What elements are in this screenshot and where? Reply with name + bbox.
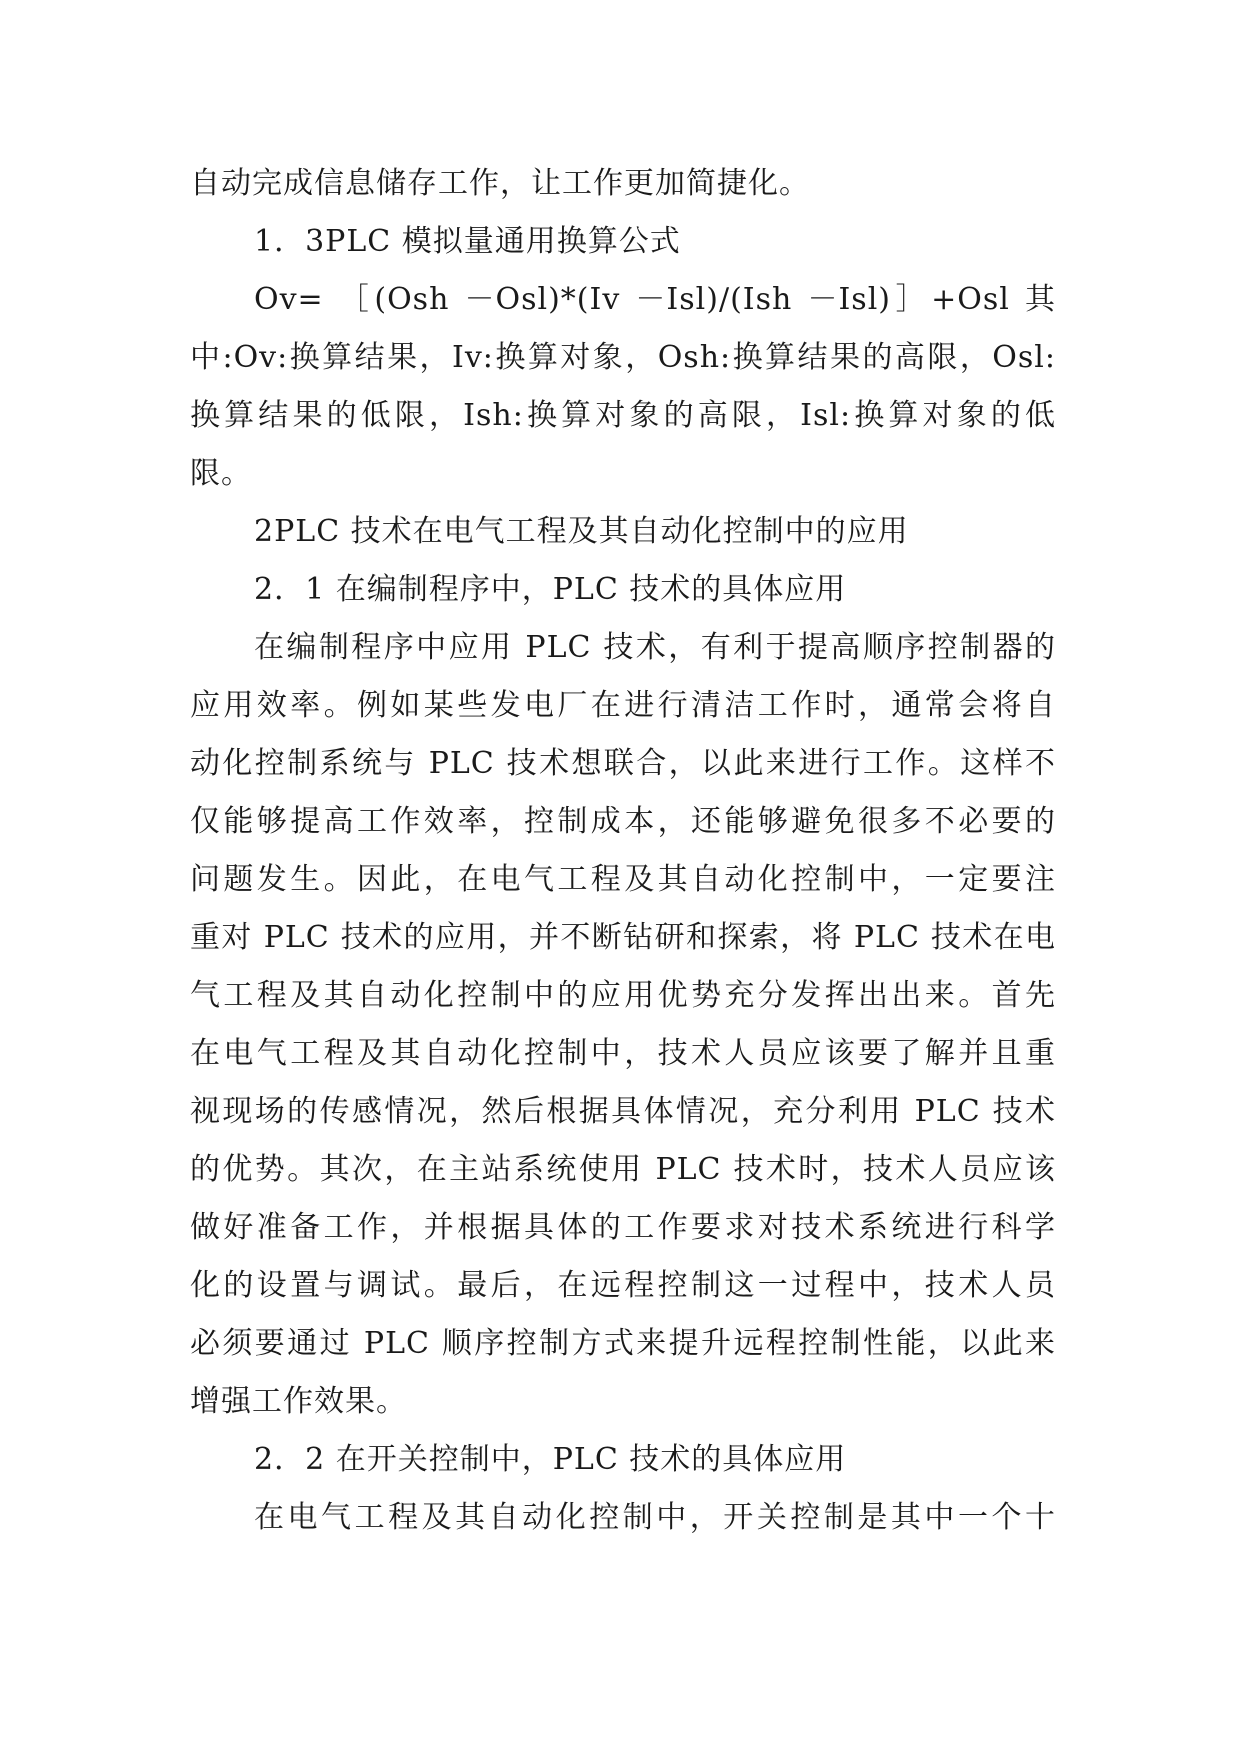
text-line: 换算结果的低限，Ish:换算对象的高限，Isl:换算对象的低 xyxy=(190,398,1056,433)
text-line: 仅能够提高工作效率，控制成本，还能够避免很多不必要的 xyxy=(190,804,1056,839)
text-line: 自动完成信息储存工作，让工作更加简捷化。 xyxy=(190,166,810,201)
text-line: 在电气工程及其自动化控制中，技术人员应该要了解并且重 xyxy=(190,1036,1056,1071)
text-line: 动化控制系统与 PLC 技术想联合，以此来进行工作。这样不 xyxy=(190,746,1056,781)
text-line: 化的设置与调试。最后，在远程控制这一过程中，技术人员 xyxy=(190,1268,1056,1303)
section-heading: 1．3PLC 模拟量通用换算公式 xyxy=(254,224,681,259)
text-line: 做好准备工作，并根据具体的工作要求对技术系统进行科学 xyxy=(190,1210,1056,1245)
section-heading: 2．2 在开关控制中，PLC 技术的具体应用 xyxy=(254,1442,847,1477)
formula-line: Ov= ［(Osh －Osl)*(Iv －Isl)/(Ish －Isl)］+Osl 其 xyxy=(254,282,1056,317)
text-line: 重对 PLC 技术的应用，并不断钻研和探索，将 PLC 技术在电 xyxy=(190,920,1056,955)
text-line: 在编制程序中应用 PLC 技术，有利于提高顺序控制器的 xyxy=(254,630,1056,665)
text-line: 在电气工程及其自动化控制中，开关控制是其中一个十 xyxy=(254,1500,1056,1535)
text-line: 限。 xyxy=(190,456,252,491)
document-body xyxy=(190,155,1056,1547)
text-line: 的优势。其次，在主站系统使用 PLC 技术时，技术人员应该 xyxy=(190,1152,1056,1187)
text-line: 气工程及其自动化控制中的应用优势充分发挥出出来。首先 xyxy=(190,978,1056,1013)
text-line: 视现场的传感情况，然后根据具体情况，充分利用 PLC 技术 xyxy=(190,1094,1056,1129)
text-line: 增强工作效果。 xyxy=(190,1384,407,1419)
section-heading: 2．1 在编制程序中，PLC 技术的具体应用 xyxy=(254,572,847,607)
text-line: 必须要通过 PLC 顺序控制方式来提升远程控制性能，以此来 xyxy=(190,1326,1056,1361)
text-line: 应用效率。例如某些发电厂在进行清洁工作时，通常会将自 xyxy=(190,688,1056,723)
section-heading: 2PLC 技术在电气工程及其自动化控制中的应用 xyxy=(254,514,909,549)
text-line: 中:Ov:换算结果，Iv:换算对象，Osh:换算结果的高限，Osl: xyxy=(190,340,1056,375)
text-line: 问题发生。因此，在电气工程及其自动化控制中，一定要注 xyxy=(190,862,1056,897)
